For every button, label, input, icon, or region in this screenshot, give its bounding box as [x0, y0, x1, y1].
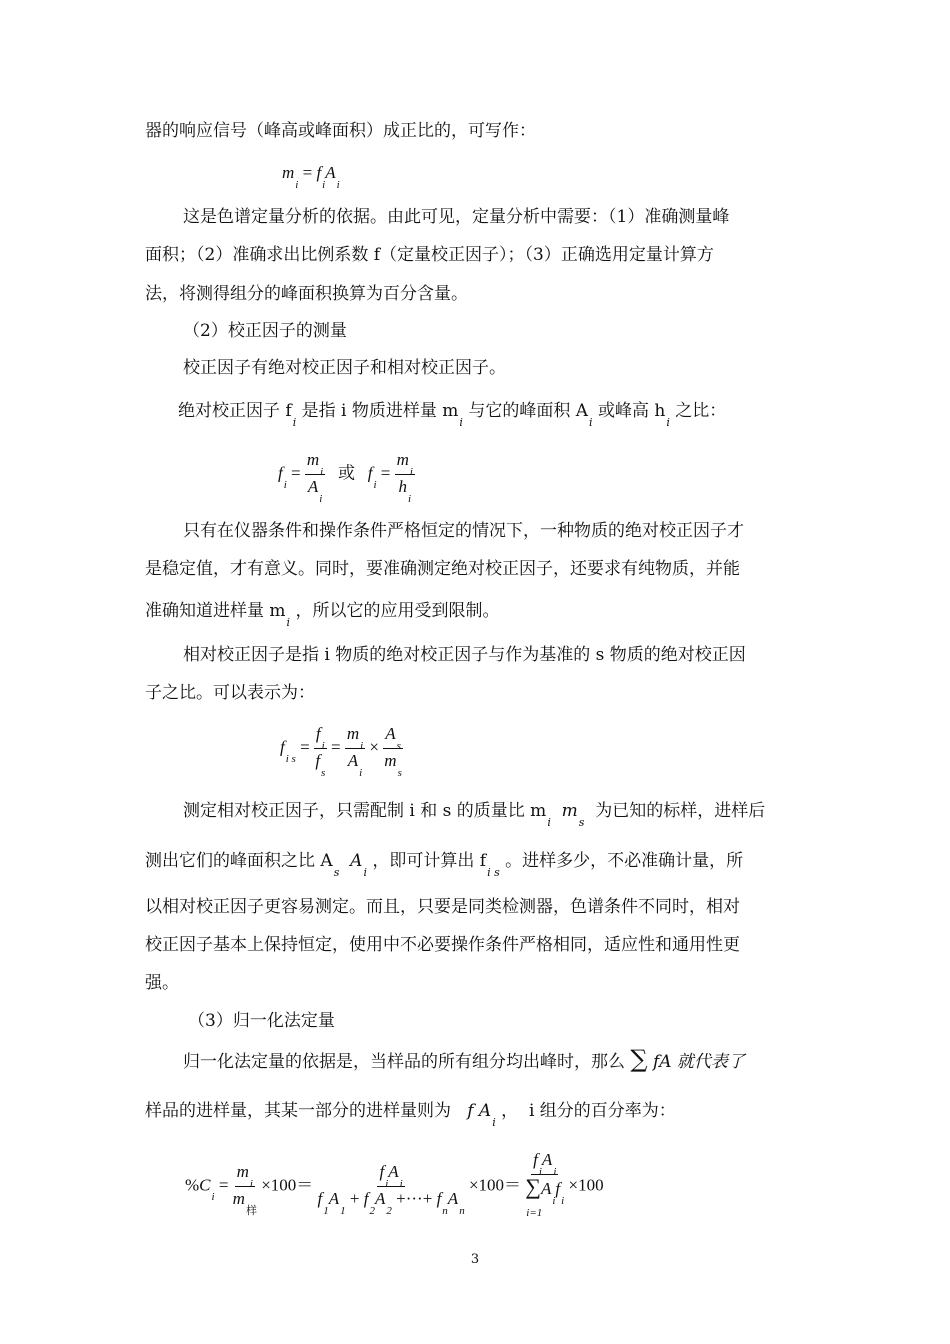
text-line: 以相对校正因子更容易测定。而且，只要是同类检测器，色谱条件不同时，相对 — [145, 897, 740, 917]
text-line: 是稳定值，才有意义。同时，要准确测定绝对校正因子，还要求有纯物质，并能 — [145, 559, 740, 579]
text-line: 绝对校正因子 $f_i$ 是指 i 物质进样量 $m_i$ 与它的峰面积 $A_i$ 或峰高 $h_i$ 之比： — [178, 401, 727, 429]
section-heading: （2）校正因子的测量 — [183, 321, 347, 341]
equation-absolute-factor: $f_i$ = $\frac{m_i}{A_i}$ 或 $f_i$ = $\frac{m_i}{h_i}$ — [278, 450, 413, 505]
text-line: 准确知道进样量 $m_i$ ，所以它的应用受到限制。 — [145, 601, 500, 629]
text-line: 归一化法定量的依据是，当样品的所有组分均出峰时，那么 ∑ fA 就代表了 — [183, 1045, 745, 1073]
text-line: 强。 — [145, 973, 179, 993]
equation-mi: $m_i = f_iA_i$ — [282, 163, 340, 191]
section-heading: （3）归一化法定量 — [188, 1011, 335, 1031]
text-line: 校正因子有绝对校正因子和相对校正因子。 — [183, 358, 506, 378]
equation-normalization: $\%C_i$ = $\frac{m_i}{m_样}$ ×100＝ $\frac{f_iA_i}{f_1A_1 + f_2A_2 +\cdot\cdot\cdot+ f_nA_n}$ ×100＝ $f_iA_i$ $\sum A_if_i$ i=1 ×100 — [185, 1150, 604, 1219]
text-line: 法，将测得组分的峰面积换算为百分含量。 — [145, 284, 468, 304]
text-line: 校正因子基本上保持恒定，使用中不必要操作条件严格相同，适应性和通用性更 — [145, 935, 740, 955]
text-line: 只有在仪器条件和操作条件严格恒定的情况下，一种物质的绝对校正因子才 — [183, 521, 744, 541]
text-line: 测出它们的峰面积之比 $A_s$ $A_i$ ，即可计算出 $f_{i s}$ 。进样多少，不必准确计量，所 — [145, 851, 744, 879]
equation-relative-factor: $f_{i s}$ = $\frac{f_i}{f_s}$ = $\frac{m_i}{A_i}$ × $\frac{A_s}{m_s}$ — [280, 724, 402, 779]
text-line: 子之比。可以表示为： — [145, 683, 315, 703]
text-line: 面积；（2）准确求出比例系数 f（定量校正因子）；（3）正确选用定量计算方 — [145, 245, 714, 265]
text-line: 器的响应信号（峰高或峰面积）成正比的，可写作： — [145, 121, 536, 141]
text-line: 相对校正因子是指 i 物质的绝对校正因子与作为基准的 s 物质的绝对校正因 — [183, 645, 746, 665]
text-line: 这是色谱定量分析的依据。由此可见，定量分析中需要：（1）准确测量峰 — [183, 207, 730, 227]
text-line: 测定相对校正因子，只需配制 i 和 s 的质量比 $m_i$ $m_s$ 为已知的标样，进样后 — [183, 801, 766, 829]
text-line: 样品的进样量，其某一部分的进样量则为 f $A_i$ ， i 组分的百分率为： — [145, 1101, 676, 1129]
page-number: 3 — [470, 1252, 480, 1267]
